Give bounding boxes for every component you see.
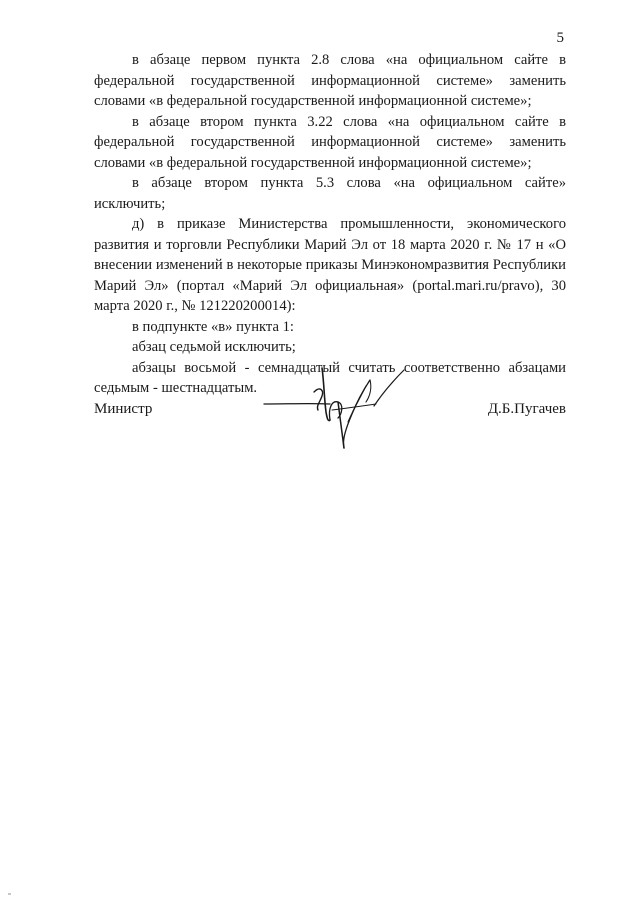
paragraph-item-3-22: в абзаце втором пункта 3.22 слова «на официальном сайте в федеральной государственной информационной системе» заменить словами «в федеральной государственной информационной системе»; [94,113,566,171]
paragraph-renumber: абзацы восьмой - семнадцатый считать соответственно абзацами седьмым - шестнадцатым. [94,359,566,396]
handwritten-signature [258,362,408,454]
paragraph-order-amendment: д) в приказе Министерства промышленности, экономического развития и торговли Республики Марий Эл от 18 марта 2020 г. № 17 н «О внесении изменений в некоторые приказы Минэкономразвития Республики Марий Эл» (портал «Марий Эл официальная» (portal.mari.ru/pravo), 30 марта 2020 г., № 121220200014): [94,216,566,314]
document-body [94,50,566,399]
page-number: 5 [556,30,564,46]
signatory-title: Министр [94,401,153,417]
paragraph-item-5-3: в абзаце втором пункта 5.3 слова «на официальном сайте» исключить; [94,175,566,212]
paragraph-item-2-8: в абзаце первом пункта 2.8 слова «на официальном сайте в федеральной государственной информационной системе» заменить словами «в федеральной государственной информационной системе»; [94,52,566,109]
paragraph-subitem-v: в подпункте «в» пункта 1: [132,318,294,335]
signatory-name: Д.Б.Пугачев [487,401,566,417]
paragraph-exclude-seventh: абзац седьмой исключить; [132,339,296,355]
scan-edge-mark [8,893,11,895]
